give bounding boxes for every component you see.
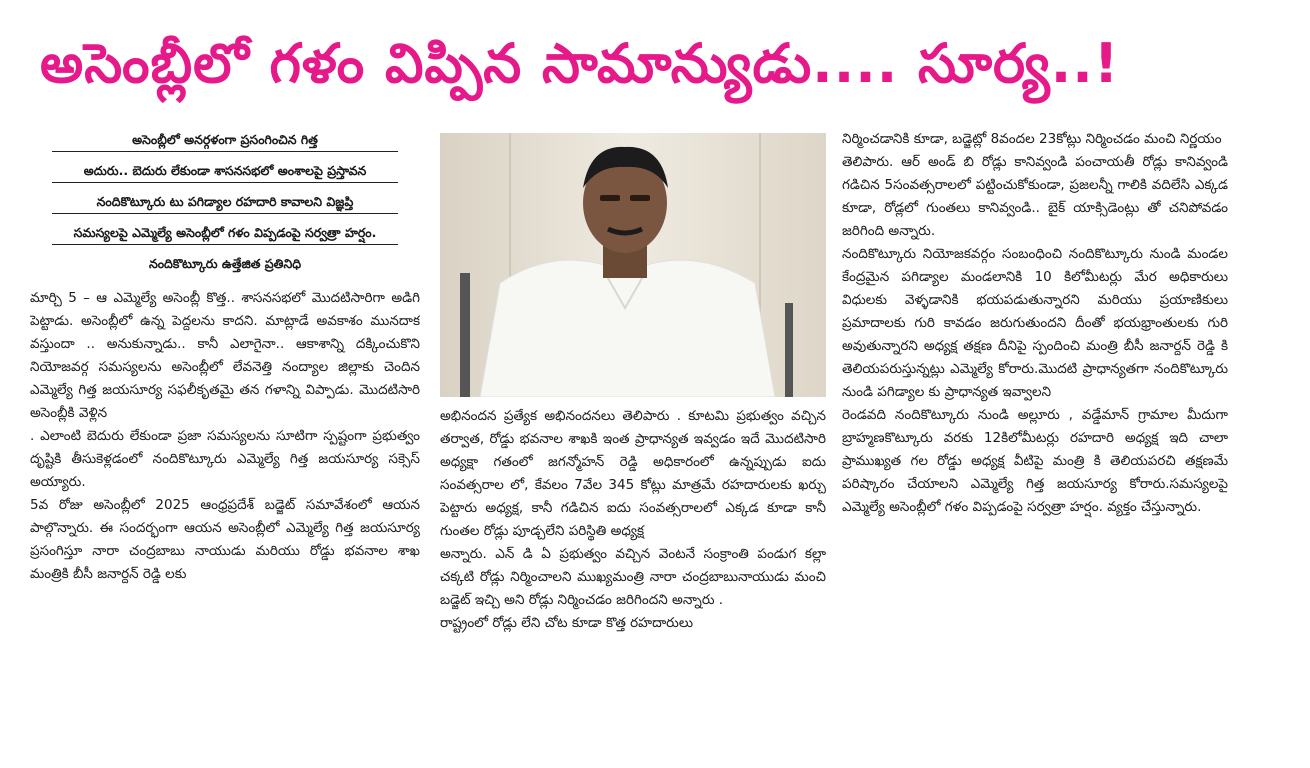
paragraph: 5వ రోజు అసెంబ్లీలో 2025 ఆంధ్రప్రదేశ్ బడ్జెట్ సమావేశంలో ఆయన పాల్గొన్నారు. ఈ సందర్భంగా ఆయన అసెంబ్లీలో ఎమ్మెల్యే గిత్త జయసూర్య ప్రసంగిస్తూ నారా చంద్రబాబు నాయుడు మరియు రోడ్డు భవనాల శాఖ మంత్రికి బీసీ జనార్దన్ రెడ్డి లకు bbox=[30, 497, 420, 582]
byline: నందికొట్కూరు ఉత్తేజిత ప్రతినిధి bbox=[148, 256, 302, 271]
paragraph: తెలిపారు. ఆర్ అండ్ బి రోడ్లు కానివ్వండి పంచాయతీ రోడ్లు కానివ్వండి గడిచిన 5సంవత్సరాలలో పట్టించుకోకుండా, ప్రజలన్నీ గాలికి వదిలేసి ఎక్కడ కూడా, రోడ్లలో గుంతలు కానివ్వండి.. బైక్ యాక్సిడెంట్లు తో చనిపోవడం జరిగింది అన్నారు. bbox=[842, 154, 1228, 239]
paragraph: అన్నారు. ఎన్ డి ఏ ప్రభుత్వం వచ్చిన వెంటనే సంక్రాంతి పండుగ కల్లా చక్కటి రోడ్లు నిర్మించాలని ముఖ్యమంత్రి నారా చంద్రబాబునాయుడు మంచి బడ్జెట్ ఇచ్చి అని రోడ్లు నిర్మించడం జరిగిందని అన్నారు . bbox=[440, 546, 826, 608]
column-2 bbox=[440, 405, 826, 735]
subhead-3: నందికొట్కూరు టు పగిడ్యాల రహదారి కావాలని విజ్ఞప్తి bbox=[52, 190, 398, 214]
paragraph: అభినందన ప్రత్యేక అభినందనలు తెలిపారు . కూటమి ప్రభుత్వం వచ్చిన తర్వాత, రోడ్డు భవనాల శాఖకి ఇంత ప్రాధాన్యత ఇవ్వడం ఇదే మొదటిసారి అధ్యక్షా గతంలో జగన్మోహన్ రెడ్డి అధికారంలో ఉన్నప్పుడు ఐదు సంవత్సరాల లో, కేవలం 7వేల 345 కోట్లు మాత్రమే రహదారులకు ఖర్చు పెట్టారు అధ్యక్ష, కానీ గడిచిన ఐదు సంవత్సరాలలో ఎక్కడ కూడా కానీ గుంతల రోడ్లు పూడ్చలేని పరిస్థితి అధ్యక్ష bbox=[440, 408, 826, 539]
paragraph: నిర్మించడానికి కూడా, బడ్జెట్లో 8వందల 23కోట్లు నిర్మించడం మంచి నిర్ణయం bbox=[842, 131, 1222, 147]
column-1 bbox=[30, 128, 420, 758]
column-3 bbox=[842, 128, 1228, 728]
paragraph: మార్చి 5 – ఆ ఎమ్మెల్యే అసెంబ్లీ కొత్త.. శాసనసభలో మొదటిసారిగా అడిగి పెట్టాడు. అసెంబ్లీలో ఉన్న పెద్దలను కాదని. మాట్లాడే అవకాశం మునదాక వస్తుందా .. అనుకున్నాడు.. కానీ ఎలాగైనా.. ఆకాశాన్ని దక్కించుకొని నియోజవర్గ సమస్యలను అసెంబ్లీలో లేవనెత్తి నంద్యాల జిల్లాకు చెందిన ఎమ్మెల్యే గిత్త జయసూర్య సఫలీకృతమై తన గళాన్ని విప్పాడు. మొదటిసారి అసెంబ్లీకి వెళ్లిన bbox=[30, 290, 420, 421]
column-1-text bbox=[30, 287, 420, 586]
subheads bbox=[30, 128, 420, 275]
paragraph: . ఎలాంటి బెదురు లేకుండా ప్రజా సమస్యలను సూటిగా స్పష్టంగా ప్రభుత్వం దృష్టికి తీసుకెళ్లడంలో నందికొట్కూరు ఎమ్మెల్యే గిత్త జయసూర్య సక్సెస్ అయ్యారు. bbox=[30, 428, 420, 490]
subhead-1: అసెంబ్లీలో అనర్గళంగా ప్రసంగించిన గిత్త bbox=[52, 128, 398, 152]
paragraph: రెండవది నందికొట్కూరు నుండి అల్లూరు , వడ్డేమాన్ గ్రామాల మీదుగా బ్రాహ్మణకొట్కూరు వరకు 12కిలోమీటర్లు రహదారి అధ్యక్ష ఇది చాలా ప్రాముఖ్యత గల రోడ్డు అధ్యక్ష వీటిపై మంత్రి కి తెలియపరచి తక్షణమే పరిష్కారం చేయాలని ఎమ్మెల్యే గిత్త జయసూర్య కోరారు.సమస్యలపై ఎమ్మెల్యే అసెంబ్లీలో గళం విప్పడంపై సర్వత్రా హర్షం. వ్యక్తం చేస్తున్నారు. bbox=[842, 407, 1228, 515]
subhead-4: సమస్యలపై ఎమ్మెల్యే అసెంబ్లీలో గళం విప్పడంపై సర్వత్రా హర్షం. bbox=[52, 221, 398, 245]
column-2-text bbox=[440, 405, 826, 635]
headline: అసెంబ్లీలో గళం విప్పిన సామాన్యుడు.... సూర్య..! bbox=[40, 32, 1120, 95]
mla-photo bbox=[440, 133, 826, 397]
paragraph: నందికొట్కూరు నియోజకవర్గం సంబంధించి నందికొట్కూరు నుండి మండల కేంద్రమైన పగిడ్యాల మండలానికి 10 కిలోమీటర్లు మేర అధికారులు విధులకు వెళ్ళడానికి భయపడుతున్నారని మరియు ప్రయాణికులు ప్రమాదాలకు గురి కావడం జరుగుతుందని దీంతో భయభ్రాంతులకు గురి అవుతున్నారని అధ్యక్ష తక్షణ దీనిపై స్పందించి మంత్రి బీసీ జనార్దన్ రెడ్డి కి తెలియపరుస్తున్నట్లు ఎమ్మెల్యే కోరారు.మొదటి ప్రాధాన్యతగా నందికొట్కూరు నుండి పగిడ్యాల కు ప్రాధాన్యత ఇవ్వాలని bbox=[842, 246, 1228, 400]
column-3-text bbox=[842, 128, 1228, 519]
paragraph: రాష్ట్రంలో రోడ్లు లేని చోట కూడా కొత్త రహదారులు bbox=[440, 615, 694, 631]
subhead-2: అదురు.. బెదురు లేకుండా శాసనసభలో అంశాలపై ప్రస్తావన bbox=[52, 159, 398, 183]
